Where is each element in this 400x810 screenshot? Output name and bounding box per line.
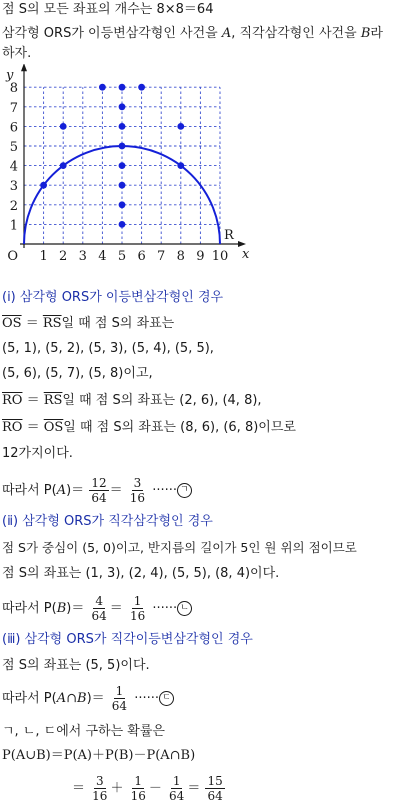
intro-events-part3: 라 <box>370 26 383 41</box>
case1-a-tail: 일 때 점 S의 좌표는 <box>61 316 175 331</box>
origin-label: O <box>7 249 18 264</box>
semicircle-arc <box>24 146 220 244</box>
fraction: $\frac{1}{64}$ <box>111 684 128 713</box>
y-tick-label: 8 <box>9 81 18 97</box>
equals: ＝ <box>22 420 44 435</box>
intro-total-count: 점 S의 모든 좌표의 개수는 8×8＝64 <box>2 2 214 17</box>
fraction: $\frac{3}{16}$ <box>129 476 146 505</box>
case2-line1: 점 S가 중심이 (5, 0)이고, 반지름의 길이가 5인 원 위의 점이므로 <box>2 540 357 555</box>
segment-ro: $\overline{RO}$ <box>2 420 23 435</box>
x-tick-label: 7 <box>157 249 166 264</box>
case1-ro-rs <box>2 393 262 409</box>
case1-count: 12가지이다. <box>2 446 73 461</box>
fraction: $\frac{4}{64}$ <box>91 594 107 623</box>
equals: ＝ <box>21 316 43 331</box>
fraction: $\frac{15}{64}$ <box>207 774 223 803</box>
y-axis-arrow <box>21 64 27 71</box>
data-point <box>138 84 145 91</box>
case1-coords-1: (5, 1), (5, 2), (5, 3), (5, 4), (5, 5), <box>2 341 214 356</box>
equals: ＝ <box>22 393 44 408</box>
case2-heading: (ⅱ) 삼각형 ORS가 직각삼각형인 경우 <box>2 514 213 529</box>
data-point <box>119 162 126 169</box>
data-point <box>119 182 126 189</box>
x-tick-label: 2 <box>59 249 68 264</box>
y-tick-label: 1 <box>9 218 18 234</box>
intro-events <box>2 26 383 42</box>
y-tick-label: 2 <box>9 198 18 214</box>
fraction: $\frac{1}{16}$ <box>130 774 146 803</box>
case1-coords-2: (5, 6), (5, 7), (5, 8)이고, <box>2 366 153 381</box>
conclusion-result: ＝ $\frac{3}{16}$ ＋ $\frac{1}{16}$ － $\frac{1}{64}$ ＝ $\frac{15}{64}$ <box>72 774 223 803</box>
data-point <box>119 123 126 130</box>
x-tick-label: 5 <box>117 249 127 264</box>
x-tick-label: 10 <box>211 249 229 264</box>
y-tick-label: 3 <box>9 179 18 195</box>
case1-c-tail: 일 때 점 S의 좌표는 (8, 6), (6, 8)이므로 <box>63 420 296 435</box>
event-a-symbol: A <box>221 26 232 41</box>
x-axis-label: x <box>242 247 250 262</box>
circled-mark-2: ㄴ <box>177 601 192 616</box>
intro-line3: 하자. <box>2 46 32 61</box>
data-point <box>119 84 126 91</box>
fraction: $\frac{12}{64}$ <box>91 476 107 505</box>
intro-events-part2: , 직각삼각형인 사건을 <box>231 26 361 41</box>
data-point <box>177 123 184 130</box>
data-point <box>119 103 126 110</box>
case2-probability: 따라서 P(B)＝ $\frac{4}{64}$ ＝ $\frac{1}{16}$ ······ ㄴ <box>2 594 192 624</box>
conclusion-formula: P(A∪B)＝P(A)＋P(B)－P(A∩B) <box>2 748 196 763</box>
event-b-symbol: B <box>360 26 371 41</box>
x-tick-label: 3 <box>78 249 87 264</box>
case3-line1: 점 S의 좌표는 (5, 5)이다. <box>2 658 150 673</box>
case1-ro-os <box>2 420 296 436</box>
intro-events-part1: 삼각형 ORS가 이등변삼각형인 사건을 <box>2 26 222 41</box>
case2-line2: 점 S의 좌표는 (1, 3), (2, 4), (5, 5), (8, 4)이다. <box>2 566 280 581</box>
x-tick-label: 9 <box>196 249 205 264</box>
y-tick-label: 6 <box>9 120 18 136</box>
circled-mark-3: ㄷ <box>159 691 174 706</box>
x-tick-label: 8 <box>176 249 185 264</box>
data-point <box>40 182 47 189</box>
segment-os: $\overline{OS}$ <box>2 316 22 331</box>
case1-os-rs <box>2 316 174 332</box>
x-tick-label: 1 <box>39 249 48 264</box>
case1-probability: 따라서 P(A)＝ $\frac{12}{64}$ ＝ $\frac{3}{16}$ ······ ㄱ <box>2 476 192 506</box>
segment-os: $\overline{OS}$ <box>43 420 64 435</box>
fraction: $\frac{3}{16}$ <box>92 774 108 803</box>
y-tick-label: 4 <box>9 159 18 175</box>
data-point <box>119 143 126 150</box>
data-point <box>119 221 126 228</box>
data-point <box>177 162 184 169</box>
y-tick-label: 5 <box>9 140 18 155</box>
fraction: $\frac{1}{16}$ <box>129 594 146 623</box>
case3-probability: 따라서 P(A∩B)＝ $\frac{1}{64}$ ······ ㄷ <box>2 684 174 714</box>
conclusion-line1: ㄱ, ㄴ, ㄷ에서 구하는 확률은 <box>2 724 165 739</box>
segment-rs: $\overline{RS}$ <box>42 316 62 331</box>
segment-ro: $\overline{RO}$ <box>2 393 23 408</box>
x-tick-label: 6 <box>137 249 146 264</box>
fraction: $\frac{1}{64}$ <box>169 774 185 803</box>
data-point <box>99 84 106 91</box>
coordinate-plane-figure <box>0 64 260 284</box>
y-axis-label: y <box>6 68 14 84</box>
data-point <box>60 162 67 169</box>
data-point <box>60 123 67 130</box>
circled-mark-1: ㄱ <box>177 483 192 498</box>
case1-b-tail: 일 때 점 S의 좌표는 (2, 6), (4, 8), <box>62 393 262 408</box>
x-tick-label: 4 <box>98 249 107 264</box>
y-tick-label: 7 <box>9 100 18 116</box>
data-point <box>119 201 126 208</box>
point-r-label: R <box>224 228 234 243</box>
case3-heading: (ⅲ) 삼각형 ORS가 직각이등변삼각형인 경우 <box>2 632 253 647</box>
case1-heading: (ⅰ) 삼각형 ORS가 이등변삼각형인 경우 <box>2 290 224 305</box>
segment-rs: $\overline{RS}$ <box>43 393 63 408</box>
